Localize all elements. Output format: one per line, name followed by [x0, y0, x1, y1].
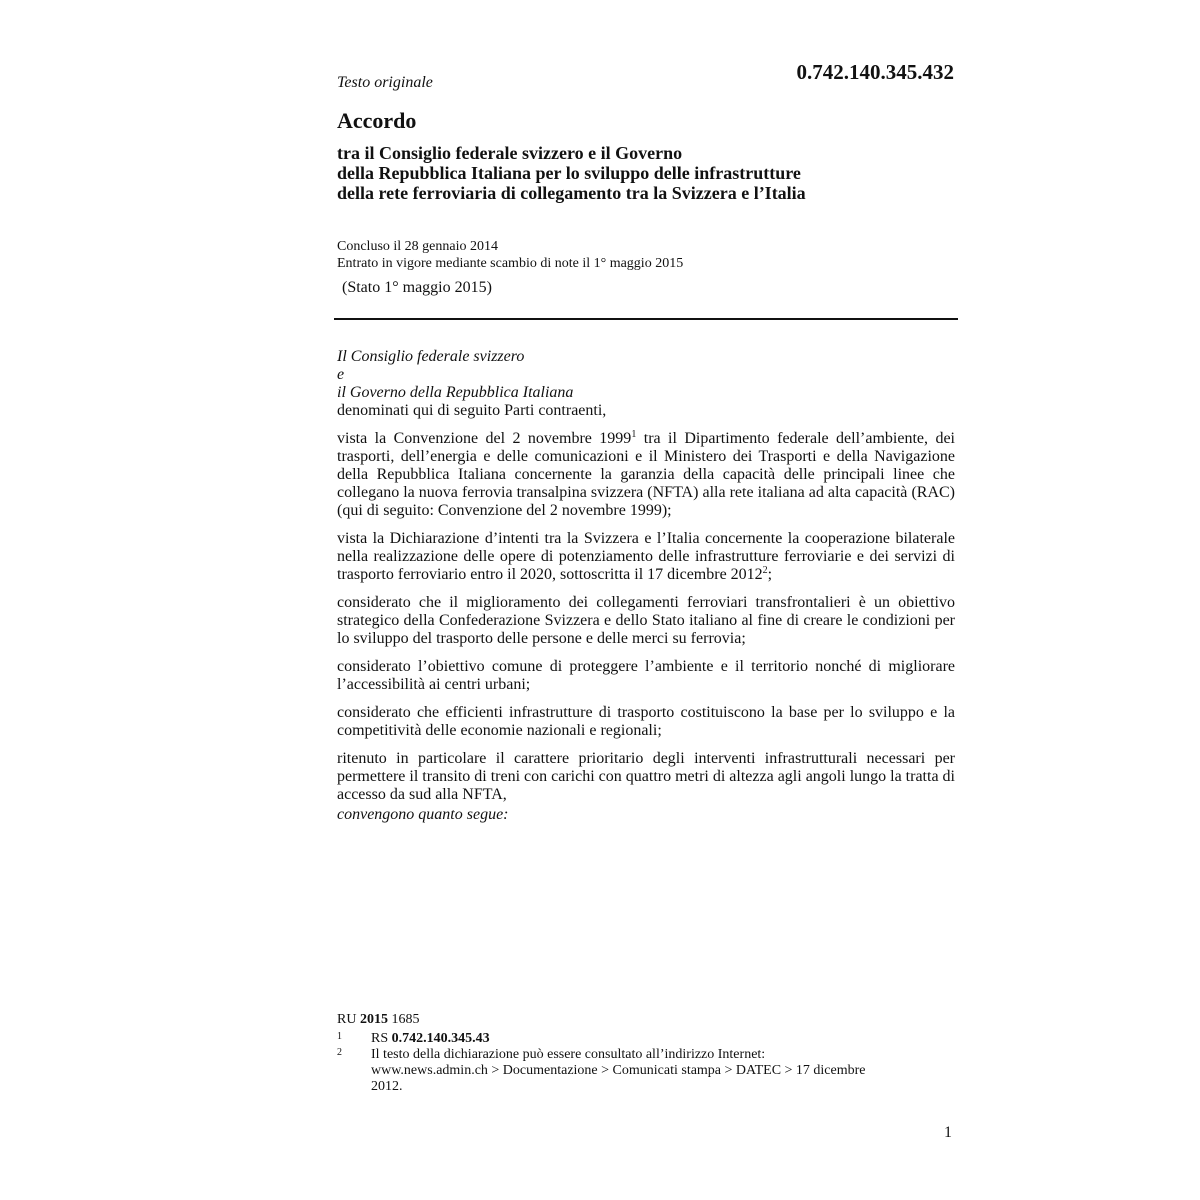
footnote-ref: 1: [631, 429, 637, 440]
dates-block: [337, 238, 683, 272]
footnote-ref: 2: [762, 565, 768, 576]
document-subtitle: [337, 143, 957, 203]
preamble-paragraph: considerato che il miglioramento dei collegamenti ferroviari transfrontalieri è un obiettivo strategico della Confederazione Svizzera e dello Stato italiano al fine di creare le condizioni per lo sviluppo del trasporto delle persone e delle merci su ferrovia;: [337, 594, 955, 647]
document-title: Accordo: [337, 108, 417, 133]
page-number: 1: [944, 1124, 952, 1141]
in-force-date: Entrato in vigore mediante scambio di note il 1° maggio 2015: [337, 256, 684, 271]
footnote-line: Il testo della dichiarazione può essere consultato all’indirizzo Internet:: [371, 1047, 766, 1062]
footnote-link-path: www.news.admin.ch > Documentazione > Comunicati stampa > DATEC > 17 dicembre: [371, 1063, 866, 1078]
parties-designation: denominati qui di seguito Parti contraenti,: [337, 402, 607, 419]
parties-block: [337, 348, 955, 420]
subtitle-line: della Repubblica Italiana per lo sviluppo delle infrastrutture: [337, 163, 801, 183]
closing-formula: convengono quanto segue:: [337, 806, 509, 823]
footnote-2: [337, 1047, 957, 1095]
subtitle-line: della rete ferroviaria di collegamento tra la Svizzera e l’Italia: [337, 183, 806, 203]
preamble-body: [337, 348, 955, 824]
subtitle-line: tra il Consiglio federale svizzero e il Governo: [337, 143, 683, 163]
preamble-paragraph: vista la Dichiarazione d’intenti tra la Svizzera e l’Italia concernente la cooperazione bilaterale nella realizzazione delle opere di potenziamento delle infrastrutture ferroviarie e dei servizi di trasporto ferroviario entro il 2020, sottoscritta il 17 dicembre 2012$^2$;: [337, 530, 955, 583]
preamble-paragraph: vista la Convenzione del 2 novembre 1999$^1$ tra il Dipartimento federale dell’ambiente, dei trasporti, dell’energia e delle comunicazioni e il Ministero dei Trasporti e della Navigazione della Repubblica Italiana concernente la garanzia della capacità delle principali linee che collegano la nuova ferrovia transalpina svizzera (NFTA) alla rete italiana ad alta capacità (RAC) (qui di seguito: Convenzione del 2 novembre 1999);: [337, 429, 956, 519]
footnote-number: 2: [337, 1047, 342, 1058]
sr-number: 0.742.140.345.432: [796, 60, 954, 84]
concluded-date: Concluso il 28 gennaio 2014: [337, 239, 498, 254]
preamble-paragraph: considerato che efficienti infrastrutture di trasporto costituiscono la base per lo sviluppo e la competitività delle economie nazionali e regionali;: [337, 704, 955, 739]
preamble-paragraph: ritenuto in particolare il carattere prioritario degli interventi infrastrutturali necessari per permettere il transito di treni con carichi con quattro metri di altezza agli angoli lungo la tratta di accesso da sud alla NFTA,: [337, 750, 955, 803]
status-date: (Stato 1° maggio 2015): [342, 279, 492, 296]
preamble-paragraph: considerato l’obiettivo comune di proteggere l’ambiente e il territorio nonché di migliorare l’accessibilità ai centri urbani;: [337, 658, 955, 693]
footnote-1: 1 RS 0.742.140.345.43: [337, 1031, 490, 1046]
party-conjunction: e: [337, 366, 345, 383]
party-italian-government: il Governo della Repubblica Italiana: [337, 384, 574, 401]
footnotes: [337, 1031, 957, 1095]
ru-reference: RU 2015 1685: [337, 1012, 420, 1027]
party-swiss-council: Il Consiglio federale svizzero: [337, 348, 525, 365]
footnote-number: 1: [337, 1031, 342, 1042]
original-text-label: Testo originale: [337, 74, 433, 91]
header-divider: [334, 318, 958, 320]
footnote-line: 2012.: [371, 1079, 403, 1094]
